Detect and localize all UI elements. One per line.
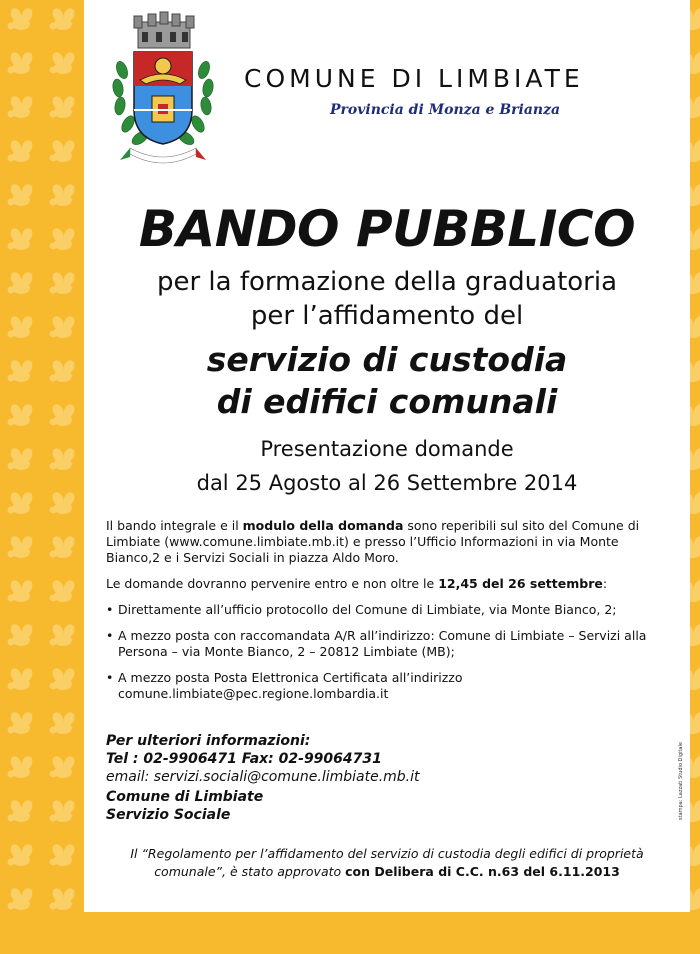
footer-line-1: Il “Regolamento per l’affidamento del servizio di custodia degli edifici di proprietà	[130, 846, 644, 861]
footer-resolution: con Delibera di C.C. n.63 del 6.11.2013	[345, 864, 620, 879]
service-line-2: di edifici comunali	[216, 382, 558, 421]
intro-text-b: sono reperibili sul sito del Comune di Limbiate (www.comune.limbiate.mb.it) e presso l’Ufficio Informazioni in via Monte Bianco,2 e i Servizi Sociali in piazza Aldo Moro.	[106, 518, 640, 565]
ribbon-icon	[120, 148, 206, 163]
deadline-text-a: Le domande dovranno pervenire entro e non oltre le	[106, 576, 439, 591]
contact-org: Comune di Limbiate	[106, 789, 264, 805]
intro-paragraph	[106, 518, 676, 566]
contact-phones: Tel : 02-9906471 Fax: 02-99064731	[106, 751, 382, 767]
contact-heading: Per ulteriori informazioni:	[106, 733, 311, 749]
deadline-time: 12,45 del 26 settembre	[438, 576, 603, 591]
intro-text-bold: modulo della domanda	[242, 518, 404, 533]
poster-title: BANDO PUBBLICO	[138, 200, 636, 258]
deadline-text-b: :	[602, 576, 608, 591]
footer-line-2	[84, 863, 690, 880]
date-range: dal 25 Agosto al 26 Settembre 2014	[196, 471, 578, 495]
presentation-heading: Presentazione domande	[260, 437, 514, 461]
service-line-1: servizio di custodia	[206, 340, 568, 379]
province-name: Provincia di Monza e Brianza	[330, 102, 561, 118]
print-credit: stampa: Lazzati Studio Digitale	[678, 742, 684, 820]
contact-email: email: servizi.sociali@comune.limbiate.mb.it	[106, 769, 420, 785]
subtitle-line-1: per la formazione della graduatoria	[156, 267, 618, 297]
footer-text: comunale”, è stato approvato	[154, 864, 346, 879]
list-item-text: A mezzo posta con raccomandata A/R all’indirizzo: Comune di Limbiate – Servizi alla Persona – via Monte Bianco, 2 – 20812 Limbiate (MB);	[118, 628, 647, 659]
subtitle-line-2: per l’affidamento del	[250, 301, 524, 331]
deadline-paragraph	[106, 576, 676, 592]
bullet-icon: •	[106, 670, 114, 685]
crown-icon	[134, 12, 194, 48]
town-name: COMUNE DI LIMBIATE	[244, 64, 584, 93]
coat-of-arms-icon	[100, 10, 226, 168]
intro-text-a: Il bando integrale e il	[106, 518, 243, 533]
shield-icon	[134, 52, 192, 144]
contact-department: Servizio Sociale	[106, 807, 231, 823]
bottom-strip	[0, 912, 700, 954]
list-item-text: A mezzo posta Posta Elettronica Certificata all’indirizzo comune.limbiate@pec.regione.lombardia.it	[118, 670, 463, 701]
list-item-text: Direttamente all’ufficio protocollo del Comune di Limbiate, via Monte Bianco, 2;	[118, 602, 617, 617]
bullet-icon: •	[106, 628, 114, 643]
bullet-icon: •	[106, 602, 114, 617]
